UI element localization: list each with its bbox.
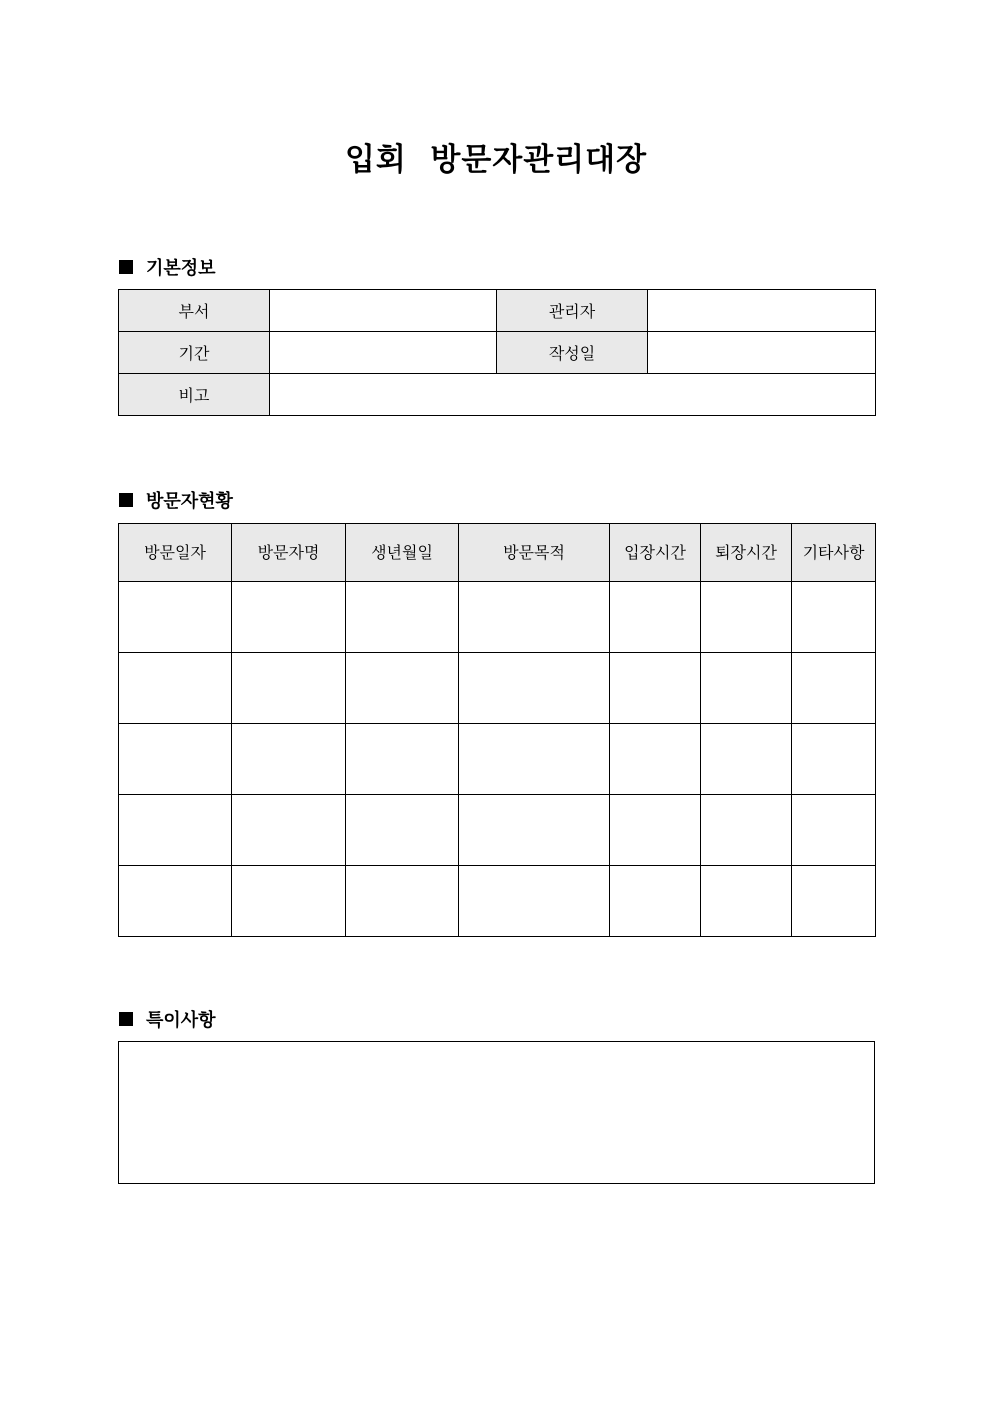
column-header-visit-date: 방문일자	[119, 524, 232, 582]
column-header-birth-date: 생년월일	[346, 524, 459, 582]
table-cell[interactable]	[119, 582, 232, 653]
special-notes-field[interactable]	[118, 1041, 875, 1184]
period-field[interactable]	[270, 332, 497, 374]
department-field[interactable]	[270, 290, 497, 332]
manager-label: 관리자	[497, 290, 648, 332]
table-row	[119, 795, 876, 866]
table-cell[interactable]	[610, 795, 701, 866]
special-notes-heading-text: 특이사항	[146, 1010, 216, 1031]
table-cell[interactable]	[346, 795, 459, 866]
table-cell[interactable]	[232, 795, 346, 866]
table-cell[interactable]	[119, 866, 232, 937]
manager-field[interactable]	[648, 290, 876, 332]
table-cell[interactable]	[701, 795, 792, 866]
square-bullet-icon	[119, 1012, 133, 1026]
special-notes-heading	[119, 1006, 216, 1032]
table-cell[interactable]	[792, 866, 876, 937]
table-cell[interactable]	[610, 582, 701, 653]
remarks-field[interactable]	[270, 374, 876, 416]
table-cell[interactable]	[119, 795, 232, 866]
visitor-status-heading-text: 방문자현황	[146, 491, 233, 512]
table-cell[interactable]	[701, 724, 792, 795]
table-cell[interactable]	[792, 582, 876, 653]
column-header-visit-purpose: 방문목적	[459, 524, 610, 582]
table-row	[119, 582, 876, 653]
table-cell[interactable]	[232, 653, 346, 724]
created-date-field[interactable]	[648, 332, 876, 374]
basic-info-heading	[119, 254, 216, 280]
table-row	[119, 724, 876, 795]
table-cell[interactable]	[610, 653, 701, 724]
table-cell[interactable]	[701, 866, 792, 937]
table-cell[interactable]	[792, 724, 876, 795]
created-date-label: 작성일	[497, 332, 648, 374]
document-title: 입회 방문자관리대장	[344, 142, 648, 178]
column-header-visitor-name: 방문자명	[232, 524, 346, 582]
table-cell[interactable]	[610, 724, 701, 795]
table-cell[interactable]	[792, 653, 876, 724]
basic-info-table	[118, 289, 876, 416]
table-cell[interactable]	[346, 582, 459, 653]
remarks-label: 비고	[119, 374, 270, 416]
table-cell[interactable]	[232, 866, 346, 937]
table-cell[interactable]	[346, 653, 459, 724]
table-row	[119, 290, 876, 332]
table-cell[interactable]	[459, 866, 610, 937]
visitor-status-heading	[119, 487, 233, 513]
column-header-other-notes: 기타사항	[792, 524, 876, 582]
table-cell[interactable]	[119, 724, 232, 795]
table-cell[interactable]	[232, 724, 346, 795]
table-cell[interactable]	[792, 795, 876, 866]
table-cell[interactable]	[701, 653, 792, 724]
basic-info-heading-text: 기본정보	[146, 258, 216, 279]
square-bullet-icon	[119, 493, 133, 507]
square-bullet-icon	[119, 260, 133, 274]
table-cell[interactable]	[459, 653, 610, 724]
table-cell[interactable]	[459, 724, 610, 795]
table-cell[interactable]	[346, 724, 459, 795]
table-cell[interactable]	[459, 795, 610, 866]
table-row	[119, 653, 876, 724]
table-cell[interactable]	[346, 866, 459, 937]
column-header-exit-time: 퇴장시간	[701, 524, 792, 582]
table-cell[interactable]	[701, 582, 792, 653]
table-cell[interactable]	[610, 866, 701, 937]
table-row	[119, 374, 876, 416]
table-header-row	[119, 524, 876, 582]
department-label: 부서	[119, 290, 270, 332]
table-row	[119, 332, 876, 374]
visitor-table	[118, 523, 876, 937]
table-cell[interactable]	[459, 582, 610, 653]
period-label: 기간	[119, 332, 270, 374]
column-header-entry-time: 입장시간	[610, 524, 701, 582]
table-cell[interactable]	[119, 653, 232, 724]
table-row	[119, 866, 876, 937]
table-cell[interactable]	[232, 582, 346, 653]
